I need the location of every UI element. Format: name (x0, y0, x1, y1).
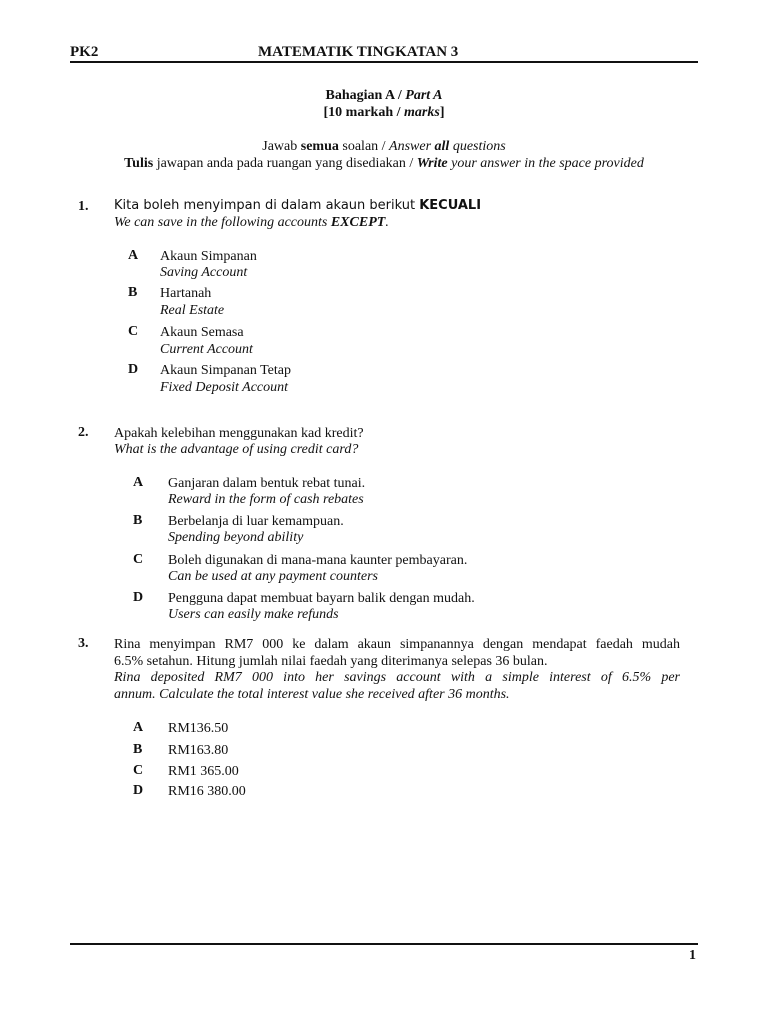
q1-option-c-letter[interactable]: C (128, 324, 139, 339)
q1-option-a-letter[interactable]: A (128, 248, 139, 263)
instr2-c: Write (416, 156, 448, 171)
q3-number: 3. (78, 636, 89, 651)
instr1-a: Jawab (262, 139, 301, 154)
q1-text-en (114, 214, 389, 231)
q3-option-a-text: RM136.50 (168, 721, 229, 736)
instr2-d: your answer in the space provided (447, 156, 644, 171)
instruction-line-1 (0, 139, 768, 155)
q2-option-c-letter[interactable]: C (133, 552, 144, 567)
header-code: PK2 (70, 44, 99, 60)
q1-option-a-ms: Akaun Simpanan (160, 249, 257, 264)
footer-rule (70, 943, 698, 945)
instr2-b: jawapan anda pada ruangan yang disediakan / (153, 156, 417, 171)
q3-option-d-letter[interactable]: D (133, 783, 144, 798)
instr1-b: semua (300, 139, 339, 154)
section-title (0, 88, 768, 104)
q2-text-ms: Apakah kelebihan menggunakan kad kredit? (114, 426, 364, 441)
q2-option-c-ms: Boleh digunakan di mana-mana kaunter pembayaran. (168, 553, 468, 568)
q2-text-en: What is the advantage of using credit card? (114, 442, 359, 457)
q3-option-c-text: RM1 365.00 (168, 764, 239, 779)
q3-text-ms-2: 6.5% setahun. Hitung jumlah nilai faedah yang diterimanya selepas 36 bulan. (114, 654, 548, 669)
q3-option-b-letter[interactable]: B (133, 742, 143, 757)
q3-text-en-2: annum. Calculate the total interest value she received after 36 months. (114, 687, 510, 702)
q2-number: 2. (78, 425, 89, 440)
q1-option-b-letter[interactable]: B (128, 285, 138, 300)
instruction-line-2 (0, 156, 768, 172)
q2-option-b-en: Spending beyond ability (168, 530, 304, 545)
header-rule (70, 61, 698, 63)
q1-option-d-letter[interactable]: D (128, 362, 139, 377)
q1-option-d-ms: Akaun Simpanan Tetap (160, 363, 291, 378)
q1-option-a-en: Saving Account (160, 265, 248, 280)
section-marks-end: ] (439, 105, 445, 120)
header-title: MATEMATIK TINGKATAN 3 (258, 44, 459, 60)
section-title-en: Part A (405, 88, 443, 103)
q2-option-d-en: Users can easily make refunds (168, 607, 339, 622)
q2-option-d-ms: Pengguna dapat membuat bayarn balik dengan mudah. (168, 591, 475, 606)
q1-ms-b: KECUALI (419, 198, 482, 213)
section-marks-en: marks (404, 105, 440, 120)
instr2-a: Tulis (124, 156, 154, 171)
page-number: 1 (689, 948, 696, 963)
q1-option-b-en: Real Estate (160, 303, 225, 318)
q2-option-c-en: Can be used at any payment counters (168, 569, 378, 584)
section-marks (0, 105, 768, 121)
q2-option-a-letter[interactable]: A (133, 475, 144, 490)
section-title-ms: Bahagian A / (325, 88, 406, 103)
q3-text-ms-1: Rina menyimpan RM7 000 ke dalam akaun simpanannya dengan mendapat faedah mudah (114, 637, 680, 652)
q1-en-c: . (385, 215, 389, 230)
q1-option-c-en: Current Account (160, 342, 253, 357)
q1-en-a: We can save in the following accounts (114, 215, 331, 230)
q1-option-b-ms: Hartanah (160, 286, 212, 301)
q2-option-d-letter[interactable]: D (133, 590, 144, 605)
instr1-e: all (434, 139, 450, 154)
instr1-c: soalan / (338, 139, 390, 154)
q3-option-b-text: RM163.80 (168, 743, 229, 758)
q1-text-ms (114, 197, 481, 214)
q3-option-c-letter[interactable]: C (133, 763, 144, 778)
q1-option-d-en: Fixed Deposit Account (160, 380, 289, 395)
instr1-d: Answer (389, 139, 435, 154)
instr1-f: questions (449, 139, 506, 154)
q2-option-b-letter[interactable]: B (133, 513, 143, 528)
q3-text-en-1: Rina deposited RM7 000 into her savings account with a simple interest of 6.5% per (114, 670, 680, 685)
q1-en-b: EXCEPT (330, 215, 386, 230)
q1-ms-a: Kita boleh menyimpan di dalam akaun berikut (114, 198, 420, 213)
q2-option-b-ms: Berbelanja di luar kemampuan. (168, 514, 344, 529)
q3-option-d-text: RM16 380.00 (168, 784, 246, 799)
q1-number: 1. (78, 199, 89, 214)
section-marks-ms: [10 markah / (323, 105, 405, 120)
q3-option-a-letter[interactable]: A (133, 720, 144, 735)
q1-option-c-ms: Akaun Semasa (160, 325, 244, 340)
q2-option-a-ms: Ganjaran dalam bentuk rebat tunai. (168, 476, 366, 491)
q2-option-a-en: Reward in the form of cash rebates (168, 492, 364, 507)
